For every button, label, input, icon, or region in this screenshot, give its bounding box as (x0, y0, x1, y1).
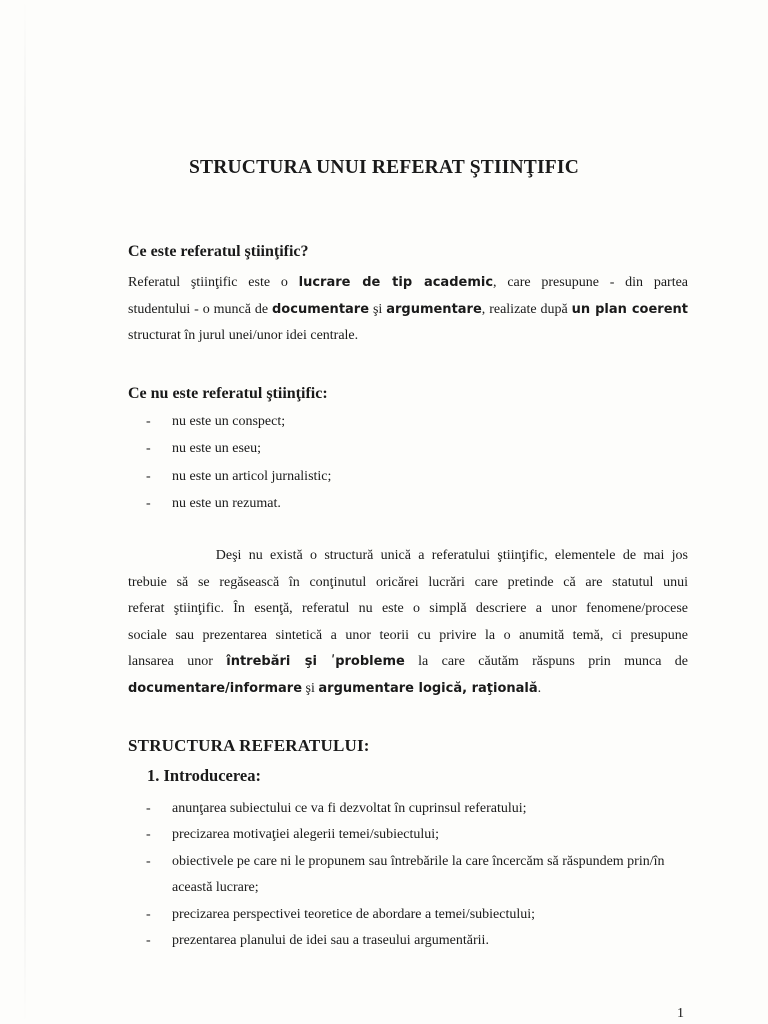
section-heading-what-is-not: Ce nu este referatul ştiinţific: (128, 385, 328, 402)
intro-paragraph (128, 543, 688, 702)
list-item-text: nu este un conspect; (172, 414, 286, 429)
paragraph-line (128, 649, 688, 676)
list-item-text: nu este un eseu; (172, 441, 262, 457)
text-run: şi (369, 301, 387, 317)
dash-bullet: - (146, 414, 151, 429)
bold-text: argumentare logică, raţională (318, 680, 538, 696)
introduction-list (146, 796, 691, 954)
dash-bullet: - (146, 933, 151, 949)
dash-bullet: - (146, 495, 151, 511)
text-run: lansarea unor (128, 654, 227, 669)
list-item-text: obiectivele pe care ni le propunem sau întrebările la care încercăm să răspundem prin/în această lucrare; (172, 853, 665, 896)
text-run: structurat în jurul unei/unor idei centrale. (128, 328, 359, 343)
dash-bullet: - (146, 827, 151, 843)
dash-bullet: - (146, 468, 151, 484)
list-item-text: precizarea perspectivei teoretice de abordare a temei/subiectului; (172, 906, 536, 922)
list-item (146, 490, 331, 517)
text-run: Referatul ştiinţific este o (128, 275, 299, 290)
paragraph-line (128, 270, 688, 297)
paragraph-line (128, 676, 688, 703)
structure-heading: STRUCTURA REFERATULUI: (128, 736, 370, 755)
paragraph-line (128, 297, 688, 324)
dash-bullet: - (146, 906, 151, 922)
text-run: , care presupune - din partea (493, 275, 689, 290)
list-item-text: prezentarea planului de idei sau a traseului argumentării. (172, 933, 489, 949)
paragraph-line (128, 596, 688, 623)
bold-text: argumentare (386, 301, 482, 317)
paragraph-line (128, 323, 688, 350)
text-run: şi (302, 680, 319, 696)
introduction-subheading: 1. Introducerea: (147, 766, 261, 785)
list-item (146, 463, 331, 490)
not-list (146, 408, 331, 517)
dash-bullet: - (146, 801, 151, 816)
page-number: 1 (677, 1006, 684, 1021)
section-heading-what-is: Ce este referatul ştiinţific? (128, 243, 309, 260)
text-run: referat ştiinţific. În esenţă, referatul nu este o simplă descriere a unor fenomene/procese (128, 601, 688, 616)
text-run: sociale sau prezentarea sintetică a unor teorii cu privire la o anumită temă, ci presupune (128, 627, 688, 643)
text-run: . (537, 680, 542, 696)
list-item (146, 408, 331, 435)
bold-text: întrebări şi ʹprobleme (226, 654, 405, 669)
bold-text: documentare (272, 301, 370, 317)
list-item-text: nu este un rezumat. (172, 495, 281, 511)
list-item (146, 796, 691, 822)
bold-text: un plan coerent (571, 301, 688, 317)
text-run: studentului - o muncă de (128, 301, 272, 317)
paragraph-line (128, 570, 688, 597)
text-run: la care căutăm răspuns prin munca de (404, 654, 688, 669)
list-item-text: precizarea motivaţiei alegerii temei/subiectului; (172, 827, 440, 843)
list-item (146, 822, 691, 848)
dash-bullet: - (146, 441, 151, 457)
scan-edge-mark (24, 0, 26, 1024)
list-item-text: anunţarea subiectului ce va fi dezvoltat în cuprinsul referatului; (172, 801, 527, 816)
list-item (146, 849, 691, 902)
list-item-text: nu este un articol jurnalistic; (172, 468, 332, 484)
text-run: trebuie să se regăsească în conţinutul oricărei lucrări care pretinde că are statutul unui (128, 574, 688, 590)
list-item (146, 928, 691, 954)
paragraph-line (128, 623, 688, 650)
definition-paragraph (128, 270, 688, 350)
list-item (146, 435, 331, 462)
text-run: , realizate după (481, 301, 572, 317)
paragraph-line (128, 543, 688, 570)
document-title: STRUCTURA UNUI REFERAT ŞTIINŢIFIC (188, 157, 579, 178)
bold-text: documentare/informare (128, 680, 303, 696)
list-item (146, 902, 691, 928)
text-run: Deşi nu există o structură unică a referatului ştiinţific, elementele de mai jos (128, 548, 688, 563)
bold-text: lucrare de tip academic (298, 275, 494, 290)
dash-bullet: - (146, 853, 151, 869)
